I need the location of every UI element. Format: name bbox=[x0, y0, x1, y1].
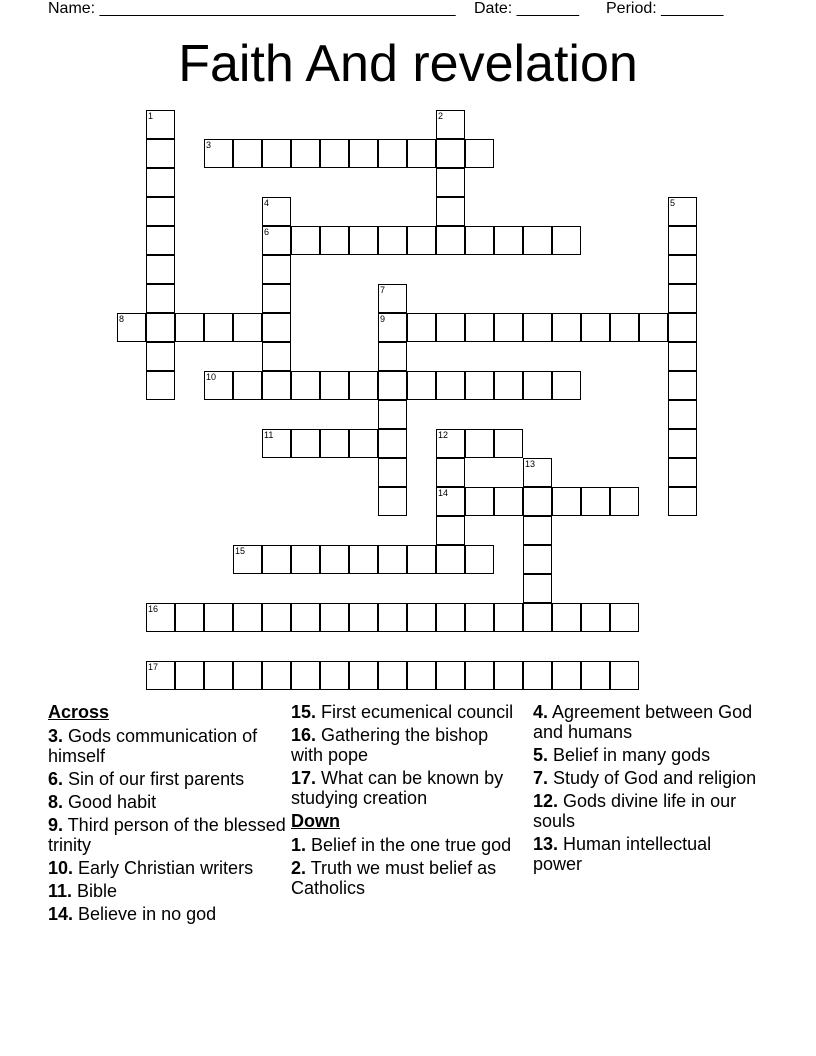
grid-cell[interactable] bbox=[349, 661, 378, 690]
clue-item-number: 7. bbox=[533, 768, 549, 788]
grid-cell[interactable] bbox=[378, 661, 407, 690]
grid-cell[interactable] bbox=[349, 371, 378, 400]
clue-item-number: 16. bbox=[291, 725, 317, 745]
clue-item bbox=[48, 792, 288, 812]
clue-number: 9 bbox=[380, 314, 386, 324]
grid-cell[interactable] bbox=[233, 661, 262, 690]
grid-cell[interactable] bbox=[465, 139, 494, 168]
grid-cell[interactable] bbox=[320, 429, 349, 458]
grid-cell[interactable] bbox=[407, 226, 436, 255]
clue-item-text: Gods divine life in our souls bbox=[533, 791, 737, 831]
grid-cell[interactable] bbox=[175, 661, 204, 690]
grid-cell[interactable] bbox=[291, 139, 320, 168]
grid-cell[interactable] bbox=[262, 255, 291, 284]
clue-number: 17 bbox=[148, 662, 159, 672]
grid-cell[interactable] bbox=[233, 603, 262, 632]
clue-item bbox=[48, 881, 288, 901]
clue-number: 2 bbox=[438, 111, 444, 121]
clue-item-number: 4. bbox=[533, 702, 549, 722]
clue-item-text: Gods communication of himself bbox=[48, 726, 258, 766]
clues-column-3 bbox=[533, 702, 765, 877]
grid-cell[interactable] bbox=[668, 487, 697, 516]
clue-item-number: 10. bbox=[48, 858, 74, 878]
grid-cell[interactable] bbox=[668, 313, 697, 342]
grid-cell[interactable] bbox=[262, 139, 291, 168]
grid-cell[interactable] bbox=[378, 429, 407, 458]
grid-cell[interactable] bbox=[146, 168, 175, 197]
grid-cell[interactable] bbox=[320, 139, 349, 168]
grid-cell[interactable] bbox=[117, 313, 146, 342]
grid-cell[interactable] bbox=[378, 545, 407, 574]
grid-cell[interactable] bbox=[204, 371, 233, 400]
grid-cell[interactable] bbox=[436, 516, 465, 545]
clue-item-text: Human intellectual power bbox=[533, 834, 712, 874]
grid-cell[interactable] bbox=[204, 139, 233, 168]
clue-item bbox=[533, 834, 765, 874]
grid-cell[interactable] bbox=[436, 661, 465, 690]
grid-cell[interactable] bbox=[146, 255, 175, 284]
clue-number: 11 bbox=[264, 430, 274, 440]
grid-cell[interactable] bbox=[320, 661, 349, 690]
grid-cell[interactable] bbox=[146, 342, 175, 371]
clue-item-text: Third person of the blessed trinity bbox=[48, 815, 286, 855]
grid-cell[interactable] bbox=[262, 371, 291, 400]
grid-cell[interactable] bbox=[436, 110, 465, 139]
grid-cell[interactable] bbox=[552, 226, 581, 255]
grid-cell[interactable] bbox=[465, 661, 494, 690]
grid-cell[interactable] bbox=[407, 603, 436, 632]
grid-cell[interactable] bbox=[436, 168, 465, 197]
grid-cell[interactable] bbox=[552, 313, 581, 342]
grid-cell[interactable] bbox=[204, 313, 233, 342]
grid-cell[interactable] bbox=[465, 545, 494, 574]
grid-cell[interactable] bbox=[494, 429, 523, 458]
grid-cell[interactable] bbox=[465, 603, 494, 632]
clue-item-number: 1. bbox=[291, 835, 307, 855]
grid-cell[interactable] bbox=[378, 284, 407, 313]
grid-cell[interactable] bbox=[378, 342, 407, 371]
grid-cell[interactable] bbox=[146, 197, 175, 226]
down-clue-list-continued bbox=[533, 702, 765, 874]
clue-item-number: 3. bbox=[48, 726, 64, 746]
grid-cell[interactable] bbox=[175, 603, 204, 632]
grid-cell[interactable] bbox=[320, 226, 349, 255]
grid-cell[interactable] bbox=[581, 603, 610, 632]
clue-item bbox=[291, 725, 523, 765]
grid-cell[interactable] bbox=[523, 661, 552, 690]
clue-item-text: Early Christian writers bbox=[73, 858, 254, 878]
clue-item-text: Belief in many gods bbox=[548, 745, 711, 765]
grid-cell[interactable] bbox=[407, 313, 436, 342]
grid-cell[interactable] bbox=[146, 110, 175, 139]
grid-cell[interactable] bbox=[349, 603, 378, 632]
grid-cell[interactable] bbox=[204, 603, 233, 632]
grid-cell[interactable] bbox=[668, 458, 697, 487]
grid-cell[interactable] bbox=[494, 313, 523, 342]
grid-cell[interactable] bbox=[262, 284, 291, 313]
grid-cell[interactable] bbox=[262, 313, 291, 342]
grid-cell[interactable] bbox=[320, 603, 349, 632]
grid-cell[interactable] bbox=[494, 661, 523, 690]
clue-item-text: First ecumenical council bbox=[316, 702, 514, 722]
grid-cell[interactable] bbox=[378, 371, 407, 400]
grid-cell[interactable] bbox=[407, 139, 436, 168]
clue-item bbox=[48, 726, 288, 766]
grid-cell[interactable] bbox=[523, 487, 552, 516]
across-clue-list bbox=[48, 726, 288, 924]
grid-cell[interactable] bbox=[465, 487, 494, 516]
clues-column-1 bbox=[48, 702, 288, 927]
grid-cell[interactable] bbox=[349, 139, 378, 168]
clue-item bbox=[48, 769, 288, 789]
grid-cell[interactable] bbox=[581, 661, 610, 690]
grid-cell[interactable] bbox=[465, 226, 494, 255]
grid-cell[interactable] bbox=[378, 458, 407, 487]
grid-cell[interactable] bbox=[175, 313, 204, 342]
grid-cell[interactable] bbox=[581, 487, 610, 516]
period-field: Period: _______ bbox=[606, 0, 724, 17]
clue-item bbox=[48, 858, 288, 878]
grid-cell[interactable] bbox=[378, 313, 407, 342]
grid-cell[interactable] bbox=[610, 487, 639, 516]
grid-cell[interactable] bbox=[581, 313, 610, 342]
clue-item-number: 5. bbox=[533, 745, 549, 765]
grid-cell[interactable] bbox=[146, 284, 175, 313]
clue-item-number: 13. bbox=[533, 834, 559, 854]
clue-number: 14 bbox=[438, 488, 449, 498]
grid-cell[interactable] bbox=[262, 429, 291, 458]
grid-cell[interactable] bbox=[523, 603, 552, 632]
grid-cell[interactable] bbox=[378, 487, 407, 516]
grid-cell[interactable] bbox=[436, 139, 465, 168]
grid-cell[interactable] bbox=[668, 342, 697, 371]
down-heading: Down bbox=[291, 811, 340, 831]
clue-item-text: Belief in the one true god bbox=[306, 835, 512, 855]
clue-item bbox=[291, 768, 523, 808]
grid-cell[interactable] bbox=[610, 313, 639, 342]
grid-cell[interactable] bbox=[378, 139, 407, 168]
grid-cell[interactable] bbox=[378, 226, 407, 255]
grid-cell[interactable] bbox=[523, 574, 552, 603]
clue-number: 12 bbox=[438, 430, 449, 440]
clue-item bbox=[291, 835, 523, 855]
clue-item-number: 15. bbox=[291, 702, 317, 722]
grid-cell[interactable] bbox=[552, 603, 581, 632]
date-field: Date: _______ bbox=[474, 0, 579, 17]
clue-item-number: 9. bbox=[48, 815, 64, 835]
clue-item-text: What can be known by studying creation bbox=[291, 768, 504, 808]
clue-item bbox=[291, 702, 523, 722]
grid-cell[interactable] bbox=[291, 661, 320, 690]
clue-item-text: Believe in no god bbox=[73, 904, 217, 924]
grid-cell[interactable] bbox=[465, 313, 494, 342]
clue-number: 15 bbox=[235, 546, 246, 556]
clue-number: 4 bbox=[264, 198, 270, 208]
grid-cell[interactable] bbox=[552, 371, 581, 400]
clue-item-number: 14. bbox=[48, 904, 74, 924]
grid-cell[interactable] bbox=[436, 197, 465, 226]
grid-cell[interactable] bbox=[146, 661, 175, 690]
grid-cell[interactable] bbox=[233, 371, 262, 400]
clue-item bbox=[48, 815, 288, 855]
across-clue-list-continued bbox=[291, 702, 523, 808]
grid-cell[interactable] bbox=[494, 226, 523, 255]
clue-number: 7 bbox=[380, 285, 386, 295]
clue-item-text: Truth we must belief as Catholics bbox=[291, 858, 497, 898]
clue-item-text: Gathering the bishop with pope bbox=[291, 725, 489, 765]
grid-cell[interactable] bbox=[146, 371, 175, 400]
grid-cell[interactable] bbox=[436, 429, 465, 458]
grid-cell[interactable] bbox=[291, 603, 320, 632]
grid-cell[interactable] bbox=[436, 313, 465, 342]
grid-cell[interactable] bbox=[436, 458, 465, 487]
grid-cell[interactable] bbox=[320, 371, 349, 400]
grid-cell[interactable] bbox=[349, 226, 378, 255]
name-field: Name: ________________________________________ bbox=[48, 0, 456, 17]
grid-cell[interactable] bbox=[668, 429, 697, 458]
clue-item bbox=[533, 702, 765, 742]
clue-item bbox=[291, 858, 523, 898]
grid-cell[interactable] bbox=[291, 545, 320, 574]
grid-cell[interactable] bbox=[233, 313, 262, 342]
grid-cell[interactable] bbox=[291, 371, 320, 400]
grid-cell[interactable] bbox=[668, 197, 697, 226]
grid-cell[interactable] bbox=[436, 603, 465, 632]
grid-cell[interactable] bbox=[523, 371, 552, 400]
page-title: Faith And revelation bbox=[178, 35, 638, 93]
clue-number: 6 bbox=[264, 227, 270, 237]
grid-cell[interactable] bbox=[523, 313, 552, 342]
grid-cell[interactable] bbox=[320, 545, 349, 574]
grid-cell[interactable] bbox=[407, 545, 436, 574]
clue-item bbox=[48, 904, 288, 924]
grid-cell[interactable] bbox=[465, 429, 494, 458]
grid-cell[interactable] bbox=[668, 226, 697, 255]
clue-item-number: 6. bbox=[48, 769, 64, 789]
grid-cell[interactable] bbox=[262, 197, 291, 226]
grid-cell[interactable] bbox=[407, 371, 436, 400]
grid-cell[interactable] bbox=[610, 603, 639, 632]
grid-cell[interactable] bbox=[262, 342, 291, 371]
clue-item-text: Agreement between God and humans bbox=[533, 702, 753, 742]
grid-cell[interactable] bbox=[146, 226, 175, 255]
grid-cell[interactable] bbox=[668, 284, 697, 313]
grid-cell[interactable] bbox=[494, 487, 523, 516]
clue-item-number: 8. bbox=[48, 792, 64, 812]
clue-item-number: 11. bbox=[48, 881, 73, 901]
grid-cell[interactable] bbox=[407, 661, 436, 690]
grid-cell[interactable] bbox=[233, 545, 262, 574]
clue-item-number: 12. bbox=[533, 791, 559, 811]
clue-number: 16 bbox=[148, 604, 159, 614]
grid-cell[interactable] bbox=[146, 603, 175, 632]
grid-cell[interactable] bbox=[291, 226, 320, 255]
grid-cell[interactable] bbox=[668, 371, 697, 400]
grid-cell[interactable] bbox=[378, 400, 407, 429]
across-heading: Across bbox=[48, 702, 110, 722]
grid-cell[interactable] bbox=[349, 429, 378, 458]
grid-cell[interactable] bbox=[204, 661, 233, 690]
clue-item-text: Study of God and religion bbox=[548, 768, 757, 788]
clue-item-number: 2. bbox=[291, 858, 307, 878]
grid-cell[interactable] bbox=[349, 545, 378, 574]
grid-cell[interactable] bbox=[262, 603, 291, 632]
grid-cell[interactable] bbox=[436, 371, 465, 400]
clue-number: 5 bbox=[670, 198, 676, 208]
grid-cell[interactable] bbox=[262, 226, 291, 255]
grid-cell[interactable] bbox=[465, 371, 494, 400]
grid-cell[interactable] bbox=[523, 458, 552, 487]
clue-number: 3 bbox=[206, 140, 212, 150]
grid-cell[interactable] bbox=[436, 545, 465, 574]
clue-number: 13 bbox=[525, 459, 536, 469]
grid-cell[interactable] bbox=[233, 139, 262, 168]
down-clue-list bbox=[291, 835, 523, 898]
grid-cell[interactable] bbox=[523, 226, 552, 255]
clues-column-2 bbox=[291, 702, 523, 901]
grid-cell[interactable] bbox=[262, 545, 291, 574]
clue-item-text: Sin of our first parents bbox=[63, 769, 245, 789]
clue-number: 10 bbox=[206, 372, 217, 382]
clue-item bbox=[533, 768, 765, 788]
grid-cell[interactable] bbox=[436, 487, 465, 516]
grid-cell[interactable] bbox=[552, 487, 581, 516]
grid-cell[interactable] bbox=[668, 255, 697, 284]
grid-cell[interactable] bbox=[146, 313, 175, 342]
grid-cell[interactable] bbox=[523, 545, 552, 574]
grid-cell[interactable] bbox=[668, 400, 697, 429]
clue-item-text: Bible bbox=[72, 881, 118, 901]
grid-cell[interactable] bbox=[436, 226, 465, 255]
grid-cell[interactable] bbox=[639, 313, 668, 342]
grid-cell[interactable] bbox=[262, 661, 291, 690]
clue-item bbox=[533, 745, 765, 765]
grid-cell[interactable] bbox=[291, 429, 320, 458]
clue-item-number: 17. bbox=[291, 768, 317, 788]
grid-cell[interactable] bbox=[610, 661, 639, 690]
clue-number: 8 bbox=[119, 314, 125, 324]
clue-item bbox=[533, 791, 765, 831]
grid-cell[interactable] bbox=[378, 603, 407, 632]
grid-cell[interactable] bbox=[552, 661, 581, 690]
grid-cell[interactable] bbox=[494, 603, 523, 632]
grid-cell[interactable] bbox=[523, 516, 552, 545]
grid-cell[interactable] bbox=[146, 139, 175, 168]
grid-cell[interactable] bbox=[494, 371, 523, 400]
clue-number: 1 bbox=[148, 111, 154, 121]
clue-item-text: Good habit bbox=[63, 792, 157, 812]
